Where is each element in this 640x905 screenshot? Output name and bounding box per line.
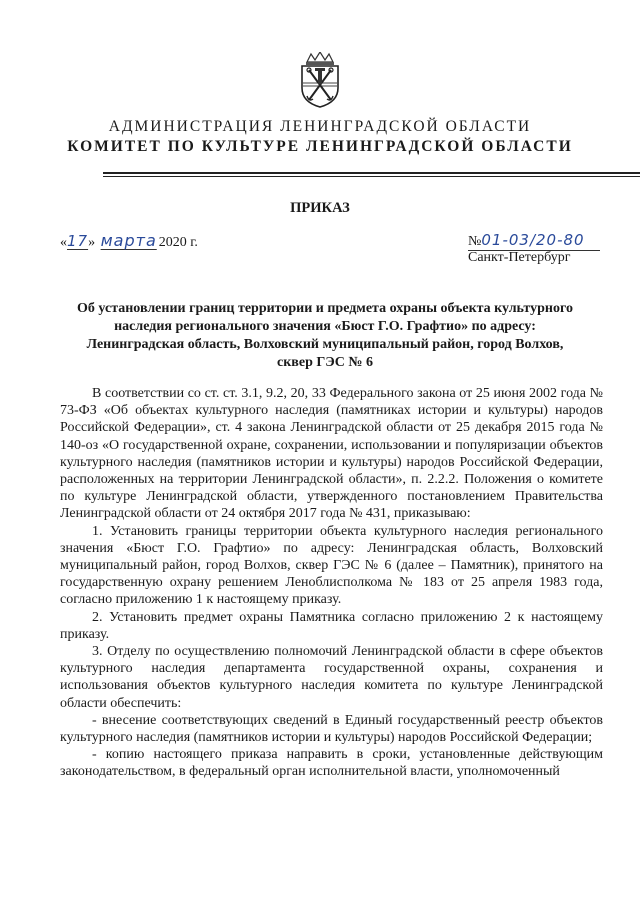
- committee-header: КОМИТЕТ ПО КУЛЬТУРЕ ЛЕНИНГРАДСКОЙ ОБЛАСТИ: [67, 138, 573, 155]
- document-date: [60, 231, 198, 251]
- number-handwritten: 01-03/20-80: [481, 231, 585, 249]
- number-prefix: №: [468, 234, 482, 249]
- body-paragraph-subitem-copy: - копию настоящего приказа направить в сроки, установленные действующим законодательством, в федеральный орган исполнительной власти, уполномоченный: [60, 747, 603, 780]
- document-number: [468, 231, 585, 250]
- body-paragraph-item-3: 3. Отделу по осуществлению полномочий Ленинградской области в сфере объектов культурного наследия департамента государственной охраны, сохранения и использования объектов культурного наследия комитета по культуре Ленинградской области обеспечить:: [60, 644, 603, 711]
- body-paragraph-preamble: В соответствии со ст. ст. 3.1, 9.2, 20, 33 Федерального закона от 25 июня 2002 года № 73-ФЗ «Об объектах культурного наследия (памятниках истории и культуры) народов Российской Федерации», ст. 4 закона Ленинградской области от 25 декабря 2015 года № 140-оз «О государственной охране, сохранении, использовании и популяризации объектов культурного наследия (памятников истории и культуры) народов Российской Федерации, расположенных на территории Ленинградской области», п. 2.2.2. Положения о комитете по культуре Ленинградской области, утвержденного постановлением Правительства Ленинградской области от 24 октября 2017 года № 431, приказываю:: [60, 386, 603, 522]
- date-month-handwritten: марта: [100, 231, 157, 250]
- date-open-quote: «: [60, 235, 67, 250]
- date-close-quote: »: [88, 235, 96, 250]
- header-divider-thick: [103, 172, 640, 174]
- subject-line: наследия регионального значения «Бюст Г.О. Графтио» по адресу:: [114, 319, 536, 334]
- subject-line: сквер ГЭС № 6: [277, 355, 373, 370]
- body-paragraph-item-1: 1. Установить границы территории объекта культурного наследия регионального значения «Бюст Г.О. Графтио» по адресу: Ленинградская область, Волховский муниципальный район, город Волхов, сквер ГЭС № 6 (далее – Памятник), принятого на государственную охрану решением Леноблисполкома № 183 от 25 апреля 1983 года, согласно приложению 1 к настоящему приказу.: [60, 523, 603, 608]
- header-divider-thin: [103, 176, 640, 177]
- document-subject: [70, 300, 580, 372]
- date-year: 2020 г.: [158, 235, 198, 250]
- administration-header: АДМИНИСТРАЦИЯ ЛЕНИНГРАДСКОЙ ОБЛАСТИ: [108, 118, 532, 135]
- date-day-handwritten: 17: [67, 232, 89, 250]
- document-title: ПРИКАЗ: [290, 200, 350, 216]
- subject-line: Об установлении границ территории и предмета охраны объекта культурного: [77, 301, 573, 316]
- document-body: [60, 385, 603, 781]
- subject-line: Ленинградская область, Волховский муниципальный район, город Волхов,: [86, 337, 564, 352]
- body-paragraph-item-2: 2. Установить предмет охраны Памятника согласно приложению 2 к настоящему приказу.: [60, 609, 603, 642]
- document-city: Санкт-Петербург: [468, 250, 571, 265]
- coat-of-arms-icon: [297, 52, 343, 108]
- body-paragraph-subitem-registry: - внесение соответствующих сведений в Единый государственный реестр объектов культурного наследия (памятников истории и культуры) народов Российской Федерации;: [60, 712, 603, 746]
